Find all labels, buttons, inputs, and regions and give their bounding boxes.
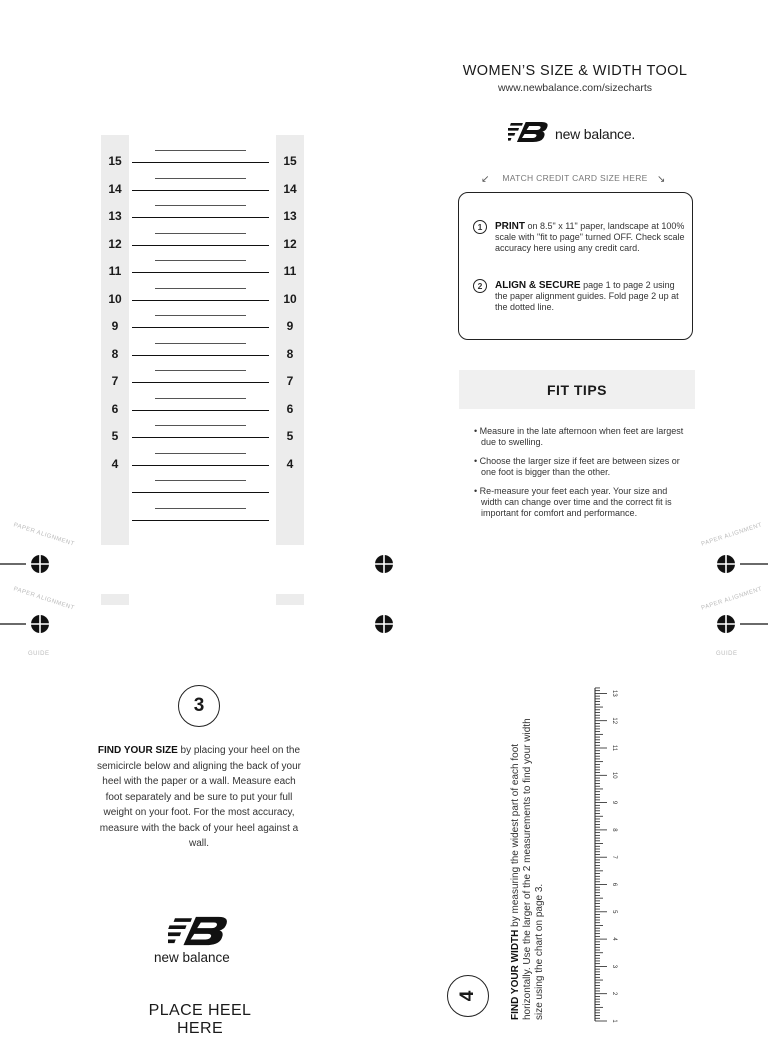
half-size-line [155, 370, 246, 371]
size-label-right: 8 [286, 346, 294, 361]
size-label-right: 14 [283, 181, 297, 196]
page-title: WOMEN’S SIZE & WIDTH TOOL [462, 63, 688, 79]
size-label-left: 15 [108, 154, 122, 168]
ruler-label: 10 [611, 771, 617, 779]
width-ruler [585, 684, 625, 1024]
alignment-label: PAPER ALIGNMENT [700, 586, 764, 612]
arrow-down-left-icon: ↙ [481, 174, 490, 185]
half-size-line [155, 260, 246, 261]
size-label-left: 8 [111, 346, 119, 361]
sizechart-url: www.newbalance.com/sizecharts [497, 82, 653, 94]
step-heading: PRINT [495, 221, 525, 232]
alignment-label: GUIDE [716, 651, 738, 657]
size-label-right: 5 [286, 429, 294, 443]
size-line [132, 190, 269, 191]
size-label-right: 9 [286, 319, 294, 333]
fit-tips-title: FIT TIPS [459, 370, 695, 409]
ruler-label: 8 [611, 828, 617, 832]
ruler-label: 1 [611, 1019, 617, 1023]
size-line [132, 465, 269, 466]
half-size-line [155, 288, 246, 289]
half-size-line [155, 343, 246, 344]
arrow-down-right-icon: ↘ [657, 174, 666, 185]
fit-tip-item: • Measure in the late afternoon when feet are largest due to swelling. [474, 426, 684, 447]
half-size-line [155, 233, 246, 234]
half-size-line [155, 398, 246, 399]
size-label-left: 14 [108, 181, 122, 196]
alignment-label: GUIDE [28, 651, 50, 657]
ruler-label: 13 [611, 690, 617, 697]
size-label-right: 13 [283, 209, 297, 223]
size-line [132, 492, 269, 493]
size-label-left: 5 [111, 429, 119, 443]
brand-wordmark: new balance. [555, 126, 636, 142]
alignment-label: PAPER ALIGNMENT [12, 522, 76, 548]
size-label-right: 10 [283, 291, 297, 306]
size-line [132, 355, 269, 356]
alignment-guides [0, 520, 768, 670]
size-label-left: 9 [111, 319, 119, 333]
credit-card-match-label: MATCH CREDIT CARD SIZE HERE [502, 173, 648, 183]
ruler-label: 12 [611, 717, 617, 725]
nb-logo-icon [168, 914, 236, 948]
step-text: page 1 to page 2 using the paper alignment guides. Fold page 2 up at the dotted line. [495, 280, 679, 312]
fit-tip-item: • Re-measure your feet each year. Your size and width can change over time and the correct fit is important for comfort and performance. [474, 486, 672, 518]
step-text: on 8.5" x 11" paper, landscape at 100% scale with "fit to page" turned OFF. Check scale accuracy here using any credit card. [495, 221, 685, 253]
alignment-label: PAPER ALIGNMENT [12, 586, 76, 612]
size-label-left: 4 [111, 456, 119, 471]
ruler-label: 3 [611, 964, 617, 969]
step-4-number: 4 [447, 975, 489, 1017]
size-line [132, 382, 269, 383]
half-size-line [155, 508, 246, 509]
size-line [132, 162, 269, 163]
ruler-label: 7 [611, 855, 617, 859]
size-line [132, 327, 269, 328]
size-label-right: 4 [286, 456, 294, 471]
find-your-size-text [93, 743, 305, 852]
alignment-label: PAPER ALIGNMENT [700, 522, 764, 548]
size-label-left: 12 [108, 236, 122, 251]
size-line [132, 300, 269, 301]
ruler-label: 4 [611, 937, 617, 941]
half-size-line [155, 425, 246, 426]
half-size-line [155, 150, 246, 151]
ruler-label: 6 [611, 882, 617, 887]
ruler-label: 9 [611, 800, 617, 805]
half-size-line [155, 453, 246, 454]
find-size-heading: FIND YOUR SIZE [97, 745, 178, 756]
size-label-right: 15 [283, 154, 297, 168]
size-line [132, 437, 269, 438]
size-label-right: 12 [283, 236, 297, 251]
alignment-target-center-bottom [373, 613, 395, 635]
alignment-target-left-top [0, 553, 51, 575]
step-3-number: 3 [178, 685, 220, 727]
size-label-left: 13 [108, 209, 122, 223]
half-size-line [155, 205, 246, 206]
ruler-label: 5 [611, 910, 617, 914]
fit-tip-item: • Choose the larger size if feet are between sizes or one foot is bigger than the other. [474, 456, 680, 477]
find-size-body: by placing your heel on the semicircle below and aligning the back of your heel with the paper or a wall. Measure each foot separately and be sure to put your full weight on your foot. For the most accuracy, measure with the back of your heel against a wall. [97, 745, 301, 849]
place-heel-here-label: PLACE HEEL HERE [148, 1002, 252, 1037]
alignment-target-right-top [715, 553, 768, 575]
ruler-label: 11 [611, 744, 617, 752]
find-your-width-text [510, 710, 546, 1020]
alignment-target-left-bottom [0, 613, 51, 635]
size-label-right: 6 [286, 401, 294, 416]
size-line [132, 410, 269, 411]
step-number: 1 [473, 220, 487, 234]
brand-wordmark: new balance [154, 950, 230, 965]
ruler-label: 2 [611, 992, 617, 996]
find-width-body: by measuring the widest part of each foot horizontally. Use the larger of the 2 measurements to find your width size using the chart on page 3. [510, 718, 545, 1020]
alignment-target-center-top [373, 553, 395, 575]
size-line [132, 245, 269, 246]
size-label-left: 11 [108, 264, 122, 278]
new-balance-logo-bottom [150, 912, 250, 972]
size-label-right: 7 [286, 374, 294, 388]
size-label-left: 6 [111, 401, 119, 416]
size-line [132, 272, 269, 273]
size-line [132, 217, 269, 218]
size-label-left: 10 [108, 291, 122, 306]
half-size-line [155, 480, 246, 481]
step-heading: ALIGN & SECURE [495, 280, 581, 291]
step-number: 2 [473, 279, 487, 293]
size-label-left: 7 [111, 374, 119, 388]
size-label-right: 11 [283, 264, 297, 278]
find-width-heading: FIND YOUR WIDTH [510, 929, 521, 1020]
half-size-line [155, 178, 246, 179]
alignment-target-right-bottom [715, 613, 768, 635]
half-size-line [155, 315, 246, 316]
